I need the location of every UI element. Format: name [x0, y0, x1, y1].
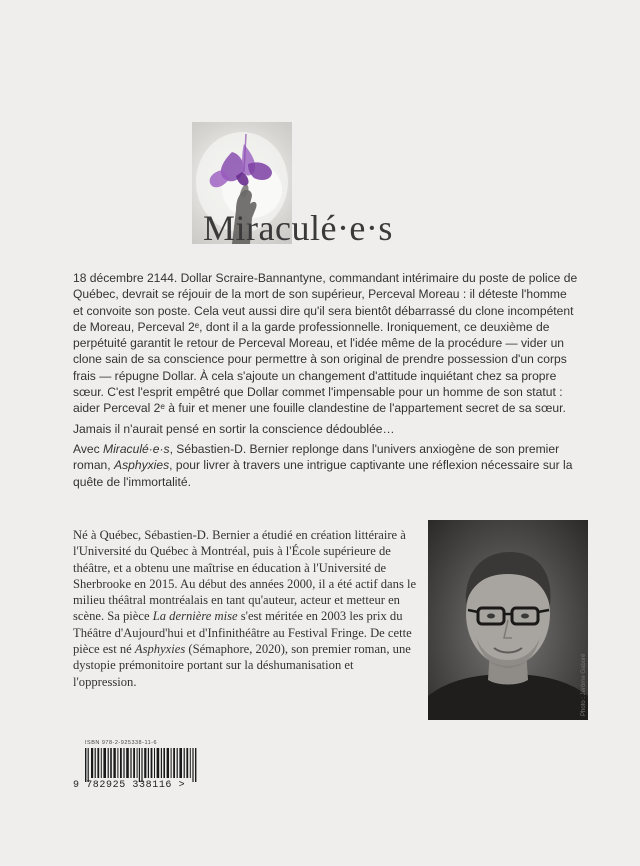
synopsis-p3-mid: , Sébastien-D. Bernier replonge dans l'univers anxiogène de son premier roman, — [73, 441, 560, 473]
bio-part-2: s'est méritée en 2003 les prix du Théâtre d'Aujourd'hui et d'Infinithéâtre au Festival Fringe. De cette pièce est né — [73, 609, 412, 657]
synopsis-p3-suffix: , pour livrer à travers une intrigue captivante une réflexion nécessaire sur la quête de l'immortalité. — [73, 458, 573, 489]
isbn-digits: 9 782925 338116 > — [73, 780, 186, 791]
author-bio — [73, 527, 418, 690]
bio-play-title: La dernière mise — [152, 609, 238, 624]
synopsis-paragraph-3 — [73, 441, 580, 490]
bio-part-1: Né à Québec, Sébastien-D. Bernier a étudié en création littéraire à l'Université du Québec à Montréal, puis à l'École supérieure de théâtre, et a obtenu une maîtrise en éducation à l'Université de Sherbrooke en 2015. Au début des années 2000, il a été actif dans le milieu théâtral montréalais en tant qu'auteur, acteur et metteur en scène. Sa pièce — [73, 528, 417, 624]
author-portrait — [428, 520, 588, 720]
book-title: Miraculé·e·s — [203, 208, 393, 248]
barcode-bars — [85, 748, 201, 782]
isbn-barcode — [73, 740, 211, 790]
photo-credit: Photo : Jérôme Gaboré — [581, 653, 587, 716]
author-bio-text — [73, 527, 418, 690]
synopsis-paragraph-1: 18 décembre 2144. Dollar Scraire-Bannantyne, commandant intérimaire du poste de police de Québec, devrait se réjouir de la mort de son supérieur, Perceval Moreau : il déteste l'homme et convoite son poste. Cela veut aussi dire qu'il sera bientôt débarrassé du clone incompétent de Moreau, Perceval 2ᵉ, dont il a la garde professionnelle. Ironiquement, ce deuxième de perpétuité garantit le retour de Perceval Moreau, et l'idée même de la procédure — vider un clone sain de sa conscience pour permettre à son original de prendre possession d'un corps frais — répugne Dollar. À cela s'ajoute un changement d'attitude inquiétant chez sa propre sœur. C'est l'esprit empêtré que Dollar commet l'impensable pour un homme de son statut : aider Perceval 2ᵉ à fuir et mener une fouille clandestine de l'appartement secret de sa sœur. — [73, 271, 578, 416]
isbn-label: ISBN 978-2-925338-11-6 — [85, 740, 158, 746]
portrait-illustration — [428, 520, 588, 720]
synopsis-p3-book: Asphyxies — [114, 458, 170, 473]
bio-part-3: (Sémaphore, 2020), son premier roman, une dystopie prémonitoire portant sur la déshumanisation et l'oppression. — [73, 642, 411, 689]
synopsis-paragraph-2: Jamais il n'aurait pensé en sortir la conscience dédoublée… — [73, 421, 395, 436]
bio-novel-title: Asphyxies — [134, 642, 186, 657]
synopsis-p3-title: Miraculé·e·s — [103, 441, 170, 456]
synopsis-p3-prefix: Avec — [73, 441, 104, 456]
synopsis — [73, 270, 580, 494]
